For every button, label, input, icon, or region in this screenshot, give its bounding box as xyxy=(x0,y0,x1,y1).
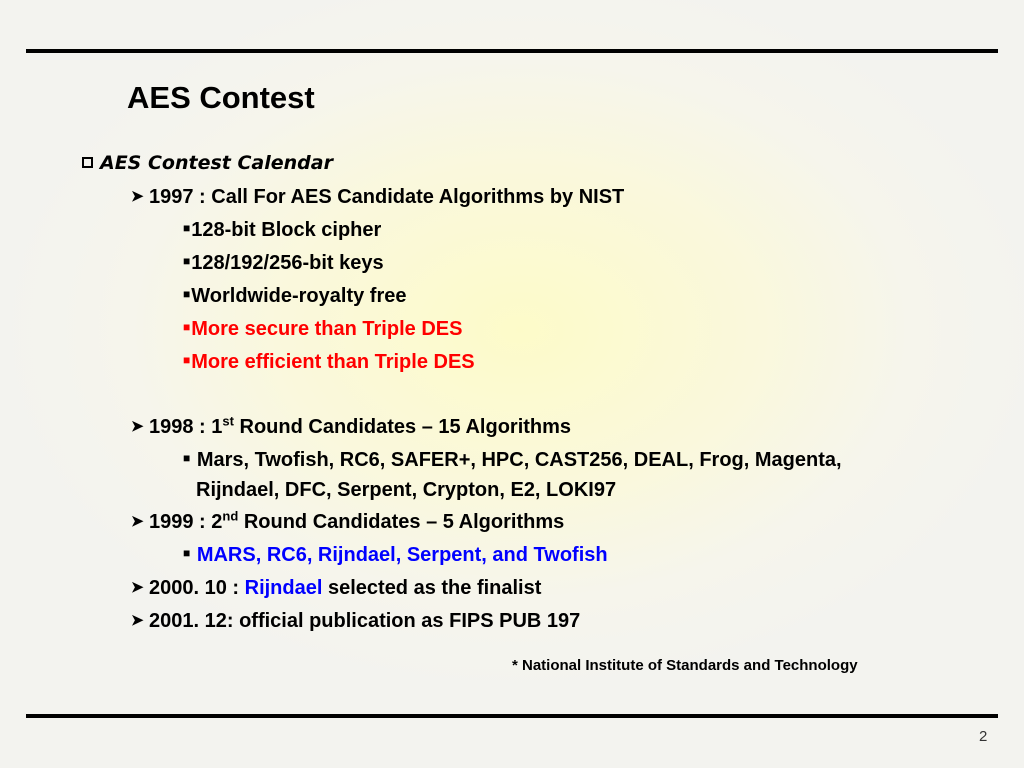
bottom-rule xyxy=(26,714,998,718)
item-2000-highlight: Rijndael xyxy=(244,577,323,599)
item-1998-sup: st xyxy=(222,413,234,429)
footnote: * National Institute of Standards and Technology xyxy=(512,657,858,674)
item-2000-pre: 2000. 10 : xyxy=(149,577,245,599)
page-number: 2 xyxy=(979,728,988,745)
candidates-line-2: Rijndael, DFC, Serpent, Crypton, E2, LOKI97 xyxy=(196,479,617,501)
list-item-1999 xyxy=(131,508,565,534)
hollow-square-icon xyxy=(82,157,93,168)
arrow-bullet-icon: ➤ xyxy=(131,612,144,629)
req-4-text: More secure than Triple DES xyxy=(191,318,463,340)
section-heading xyxy=(82,152,333,174)
item-1999-post: Round Candidates – 5 Algorithms xyxy=(238,511,565,533)
req-5-text: More efficient than Triple DES xyxy=(191,351,475,373)
filled-square-icon: ■ xyxy=(183,254,191,268)
item-2000-post: selected as the finalist xyxy=(322,577,542,599)
item-1998-pre: 1998 : 1 xyxy=(149,416,223,438)
list-item-2000 xyxy=(131,577,541,600)
arrow-bullet-icon: ➤ xyxy=(131,418,144,435)
slide-title: AES Contest xyxy=(127,80,315,115)
req-2-text: 128/192/256-bit keys xyxy=(191,252,384,274)
sublist-item-req-2 xyxy=(183,252,384,275)
req-3-text: Worldwide-royalty free xyxy=(191,285,407,307)
section-heading-text: AES Contest Calendar xyxy=(100,152,333,174)
filled-square-icon: ■ xyxy=(183,353,191,367)
sublist-item-finalists xyxy=(183,544,608,567)
sublist-item-req-5 xyxy=(183,351,475,374)
filled-square-icon: ■ xyxy=(183,451,191,465)
arrow-bullet-icon: ➤ xyxy=(131,513,144,530)
sublist-item-req-3 xyxy=(183,285,406,308)
finalists-text: MARS, RC6, Rijndael, Serpent, and Twofish xyxy=(196,544,608,566)
sublist-item-candidates xyxy=(183,449,842,472)
item-1999-pre: 1999 : 2 xyxy=(149,511,223,533)
top-rule xyxy=(26,49,998,53)
filled-square-icon: ■ xyxy=(183,320,191,334)
arrow-bullet-icon: ➤ xyxy=(131,579,144,596)
filled-square-icon: ■ xyxy=(183,221,191,235)
sublist-item-req-1 xyxy=(183,219,381,242)
list-item-1998 xyxy=(131,413,572,439)
filled-square-icon: ■ xyxy=(183,546,191,560)
req-1-text: 128-bit Block cipher xyxy=(191,219,382,241)
item-1999-sup: nd xyxy=(222,508,239,524)
filled-square-icon: ■ xyxy=(183,287,191,301)
item-1997-text: 1997 : Call For AES Candidate Algorithms by NIST xyxy=(149,186,625,208)
list-item-1997 xyxy=(131,186,624,209)
sublist-item-req-4 xyxy=(183,318,462,341)
item-1998-post: Round Candidates – 15 Algorithms xyxy=(233,416,572,438)
arrow-bullet-icon: ➤ xyxy=(131,188,144,205)
item-2001-text: 2001. 12: official publication as FIPS PUB 197 xyxy=(149,610,581,632)
candidates-line-1: Mars, Twofish, RC6, SAFER+, HPC, CAST256, DEAL, Frog, Magenta, xyxy=(196,449,842,471)
candidates-continuation xyxy=(196,479,616,502)
list-item-2001 xyxy=(131,610,580,633)
